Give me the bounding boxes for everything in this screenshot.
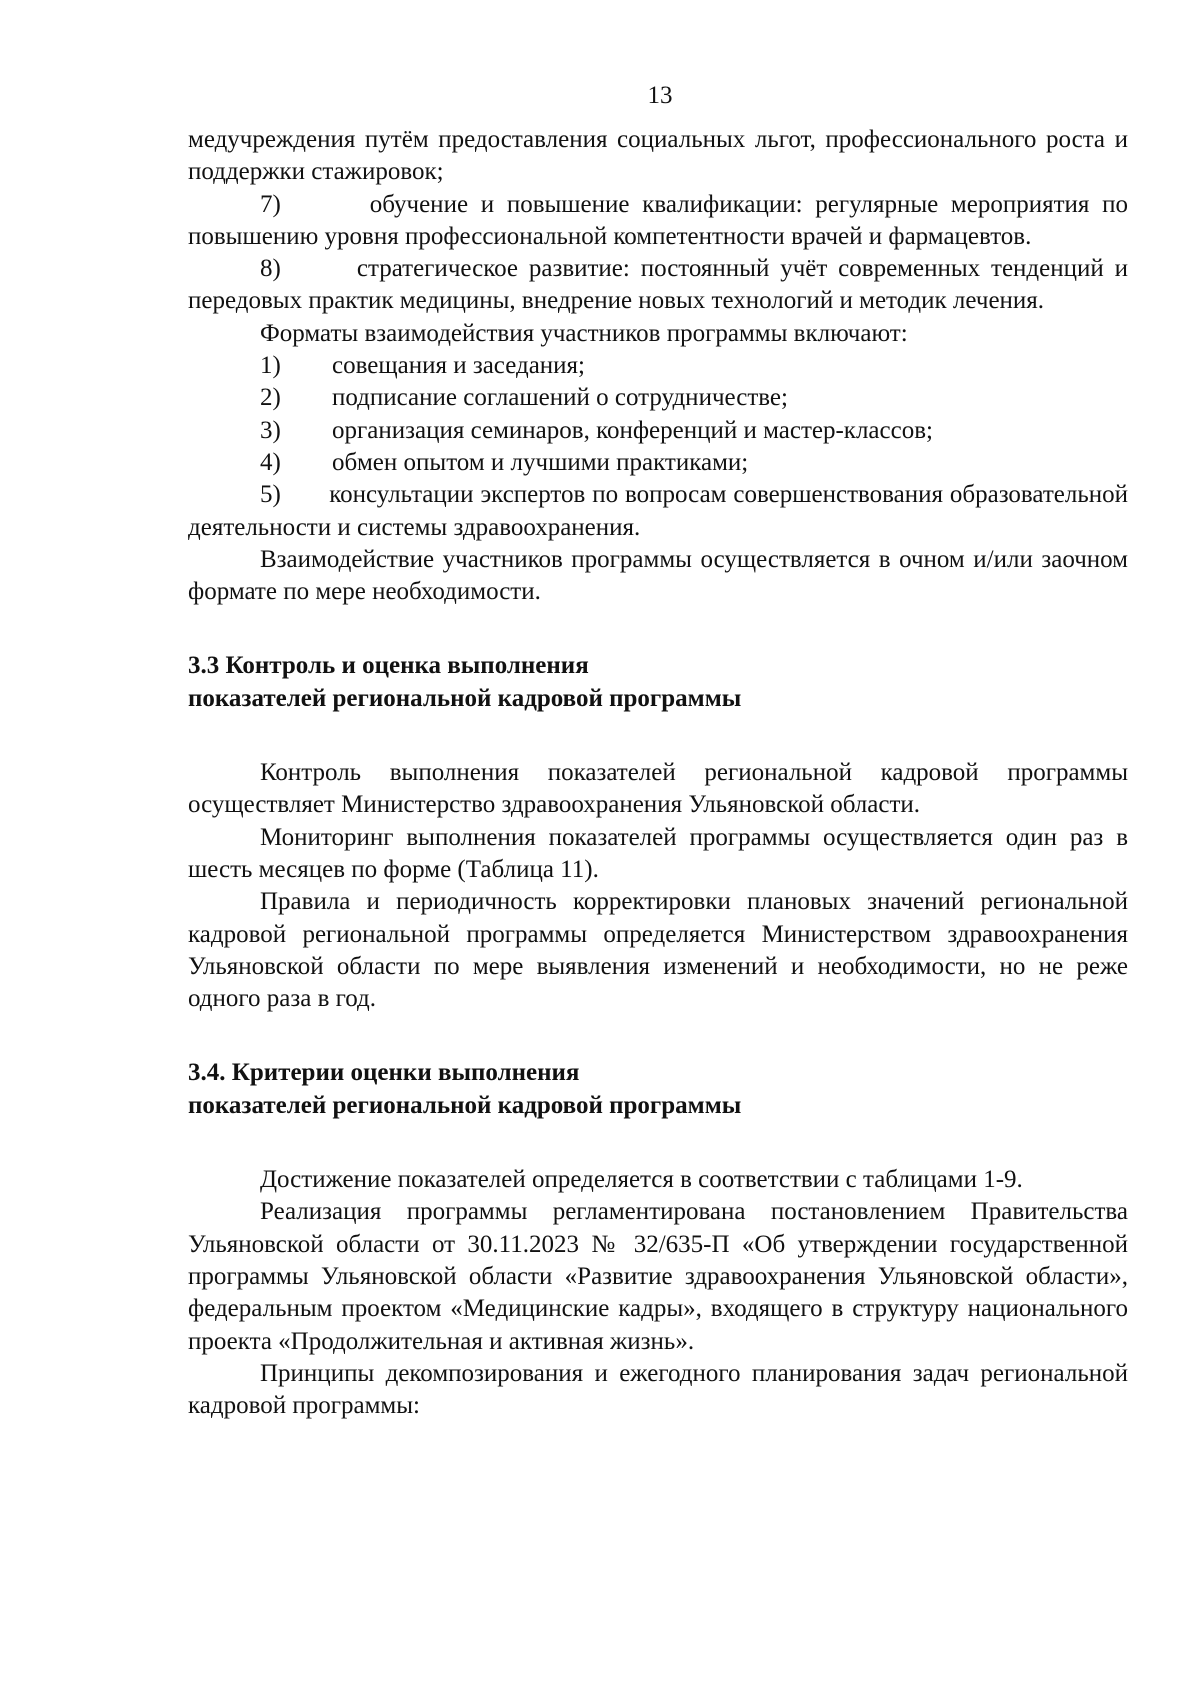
paragraph-continuation: медучреждения путём предоставления социальных льгот, профессионального роста и поддержки стажировок; (188, 126, 1128, 186)
section-3-4-title-line2: показателей региональной кадровой программы (188, 1091, 742, 1119)
section-3-3-title-line2: показателей региональной кадровой программы (188, 684, 742, 712)
list-number: 4) (260, 448, 281, 476)
section-3-4-paragraph: Принципы декомпозирования и ежегодного планирования задач региональной кадровой программы: (188, 1359, 1128, 1420)
page-number: 13 (647, 82, 673, 109)
document-body (188, 124, 1128, 1422)
list-item-7: 7) обучение и повышение квалификации: регулярные мероприятия по повышению уровня профессиональной компетентности врачей и фармацевтов. (188, 190, 1128, 250)
formats-intro: Форматы взаимодействия участников программы включают: (260, 319, 908, 347)
list-text: организация семинаров, конференций и мастер-классов; (332, 416, 933, 444)
section-3-3-paragraph: Мониторинг выполнения показателей программы осуществляется один раз в шесть месяцев по форме (Таблица 11). (188, 823, 1128, 883)
formats-list-item-5: 5) консультации экспертов по вопросам совершенствования образовательной деятельности и системы здравоохранения. (188, 481, 1128, 541)
section-3-3-paragraph: Контроль выполнения показателей региональной кадровой программы осуществляет Министерство здравоохранения Ульяновской области. (188, 759, 1128, 819)
section-3-3-paragraph: Правила и периодичность корректировки плановых значений региональной кадровой региональной программы определяется Министерством здравоохранения Ульяновской области по мере выявления изменений и необходимости, но не реже одного раза в год. (188, 888, 1128, 1013)
formats-list-item-2 (188, 382, 1128, 414)
list-text: обмен опытом и лучшими практиками; (332, 448, 749, 476)
section-3-4-paragraph: Достижение показателей определяется в соответствии с таблицами 1-9. (260, 1166, 1023, 1194)
list-number: 2) (260, 384, 281, 412)
list-item-8: 8) стратегическое развитие: постоянный учёт современных тенденций и передовых практик медицины, внедрение новых технологий и методик лечения. (188, 255, 1128, 315)
list-number: 3) (260, 416, 281, 444)
section-3-3-title-line1: 3.3 Контроль и оценка выполнения (188, 652, 589, 680)
formats-list-item-3 (188, 415, 1128, 447)
section-3-4-title-line1: 3.4. Критерии оценки выполнения (188, 1059, 580, 1087)
formats-list-item-4 (188, 447, 1128, 479)
formats-list-item-1 (188, 350, 1128, 382)
list-text: совещания и заседания; (332, 352, 585, 380)
section-3-4-paragraph: Реализация программы регламентирована постановлением Правительства Ульяновской области от 30.11.2023 № 32/635-П «Об утверждении государственной программы Ульяновской области «Развитие здравоохранения Ульяновской области», федеральным проектом «Медицинские кадры», входящего в структуру национального проекта «Продолжительная и активная жизнь». (188, 1198, 1128, 1355)
interaction-format-paragraph: Взаимодействие участников программы осуществляется в очном и/или заочном формате по мере необходимости. (188, 545, 1128, 606)
list-number: 1) (260, 352, 281, 380)
list-text: подписание соглашений о сотрудничестве; (332, 384, 788, 412)
